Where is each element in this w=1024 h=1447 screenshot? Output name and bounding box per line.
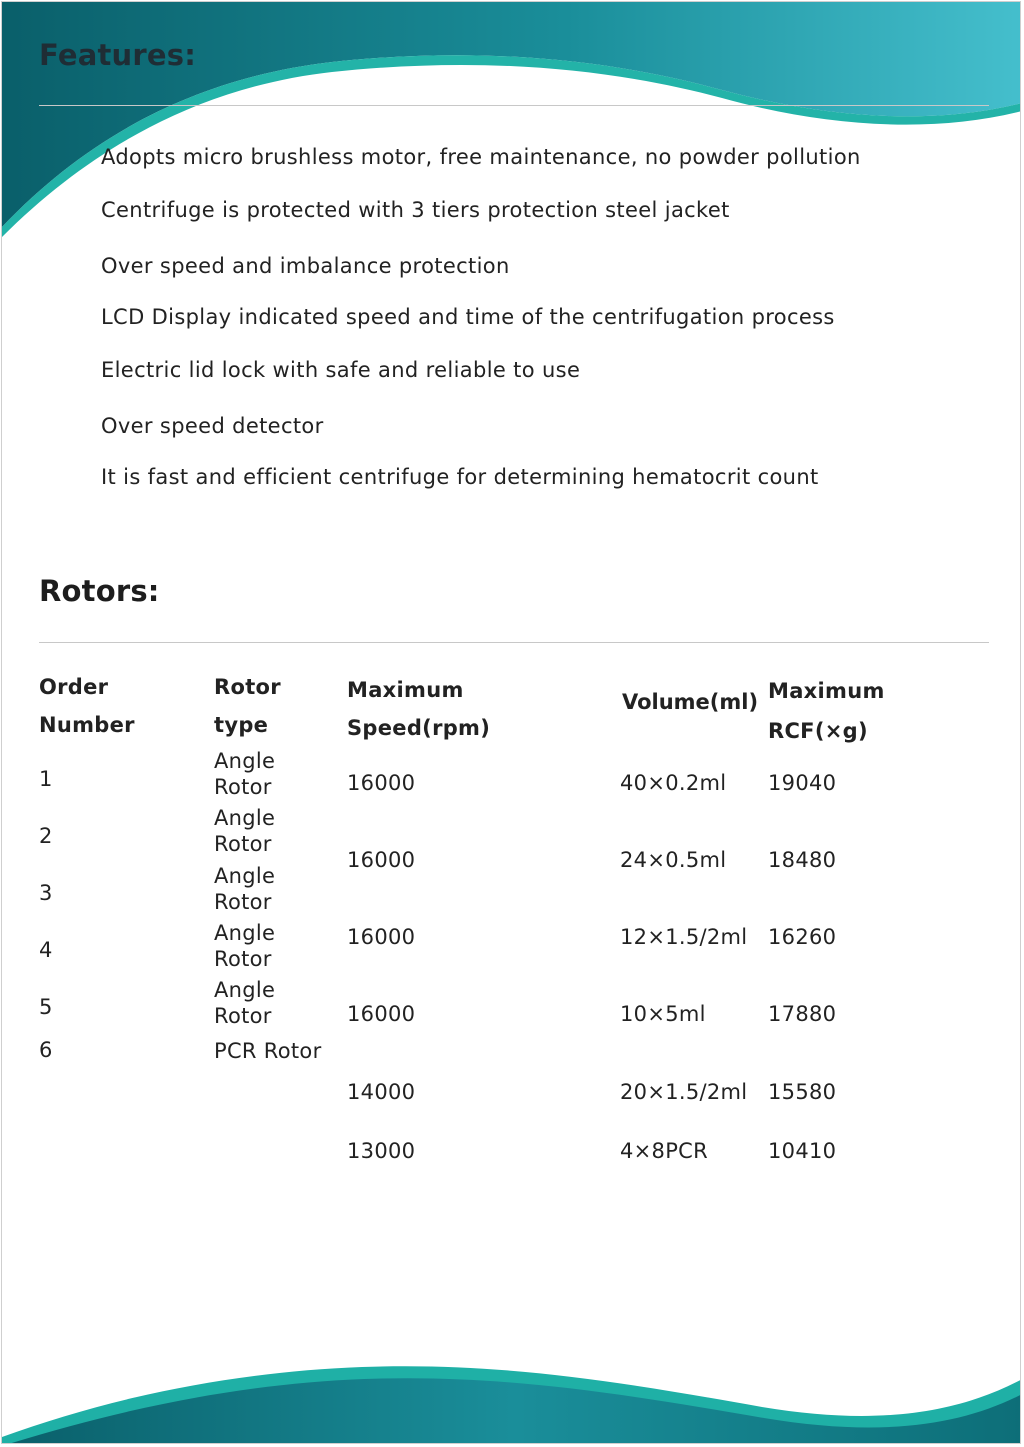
volume-value: 24×0.5ml	[620, 848, 727, 872]
max-rcf-value: 10410	[768, 1139, 837, 1163]
volume-value: 12×1.5/2ml	[620, 925, 748, 949]
max-speed-value: 16000	[347, 925, 416, 949]
max-speed-value: 14000	[347, 1080, 416, 1104]
rotor-type: Angle Rotor	[214, 806, 276, 856]
feature-item: Over speed and imbalance protection	[101, 254, 510, 278]
features-divider	[39, 105, 989, 106]
order-number: 4	[39, 938, 53, 962]
header-max-rcf: Maximum RCF(×g)	[768, 679, 885, 743]
max-rcf-value: 18480	[768, 848, 837, 872]
feature-item: LCD Display indicated speed and time of the centrifugation process	[101, 305, 835, 329]
rotor-type: Angle Rotor	[214, 864, 276, 914]
header-order-number: Order Number	[39, 675, 135, 737]
max-rcf-value: 19040	[768, 771, 837, 795]
order-number: 5	[39, 995, 53, 1019]
rotor-type: PCR Rotor	[214, 1039, 322, 1063]
rotors-divider	[39, 642, 989, 643]
order-number: 2	[39, 824, 53, 848]
order-number: 3	[39, 881, 53, 905]
volume-value: 20×1.5/2ml	[620, 1080, 748, 1104]
feature-item: Adopts micro brushless motor, free maintenance, no powder pollution	[101, 145, 861, 169]
page	[1, 1, 1021, 1444]
order-number: 1	[39, 767, 53, 791]
volume-value: 10×5ml	[620, 1002, 706, 1026]
max-speed-value: 16000	[347, 848, 416, 872]
header-volume: Volume(ml)	[622, 690, 759, 714]
feature-item: Over speed detector	[101, 414, 324, 438]
volume-value: 4×8PCR	[620, 1139, 709, 1163]
max-rcf-value: 15580	[768, 1080, 837, 1104]
features-heading: Features:	[39, 38, 197, 72]
feature-item: Electric lid lock with safe and reliable to use	[101, 358, 581, 382]
order-number: 6	[39, 1038, 53, 1062]
max-speed-value: 13000	[347, 1139, 416, 1163]
header-rotor-type: Rotor type	[214, 675, 281, 737]
max-speed-value: 16000	[347, 1002, 416, 1026]
rotor-type: Angle Rotor	[214, 749, 276, 799]
header-max-speed: Maximum Speed(rpm)	[347, 678, 491, 740]
max-rcf-value: 16260	[768, 925, 837, 949]
max-rcf-value: 17880	[768, 1002, 837, 1026]
feature-item: It is fast and efficient centrifuge for determining hematocrit count	[101, 465, 819, 489]
rotor-type: Angle Rotor	[214, 921, 276, 971]
bottom-wave-decoration	[2, 1322, 1021, 1444]
max-speed-value: 16000	[347, 771, 416, 795]
rotor-type: Angle Rotor	[214, 978, 276, 1028]
feature-item: Centrifuge is protected with 3 tiers protection steel jacket	[101, 198, 730, 222]
rotors-heading: Rotors:	[39, 574, 160, 608]
volume-value: 40×0.2ml	[620, 771, 727, 795]
